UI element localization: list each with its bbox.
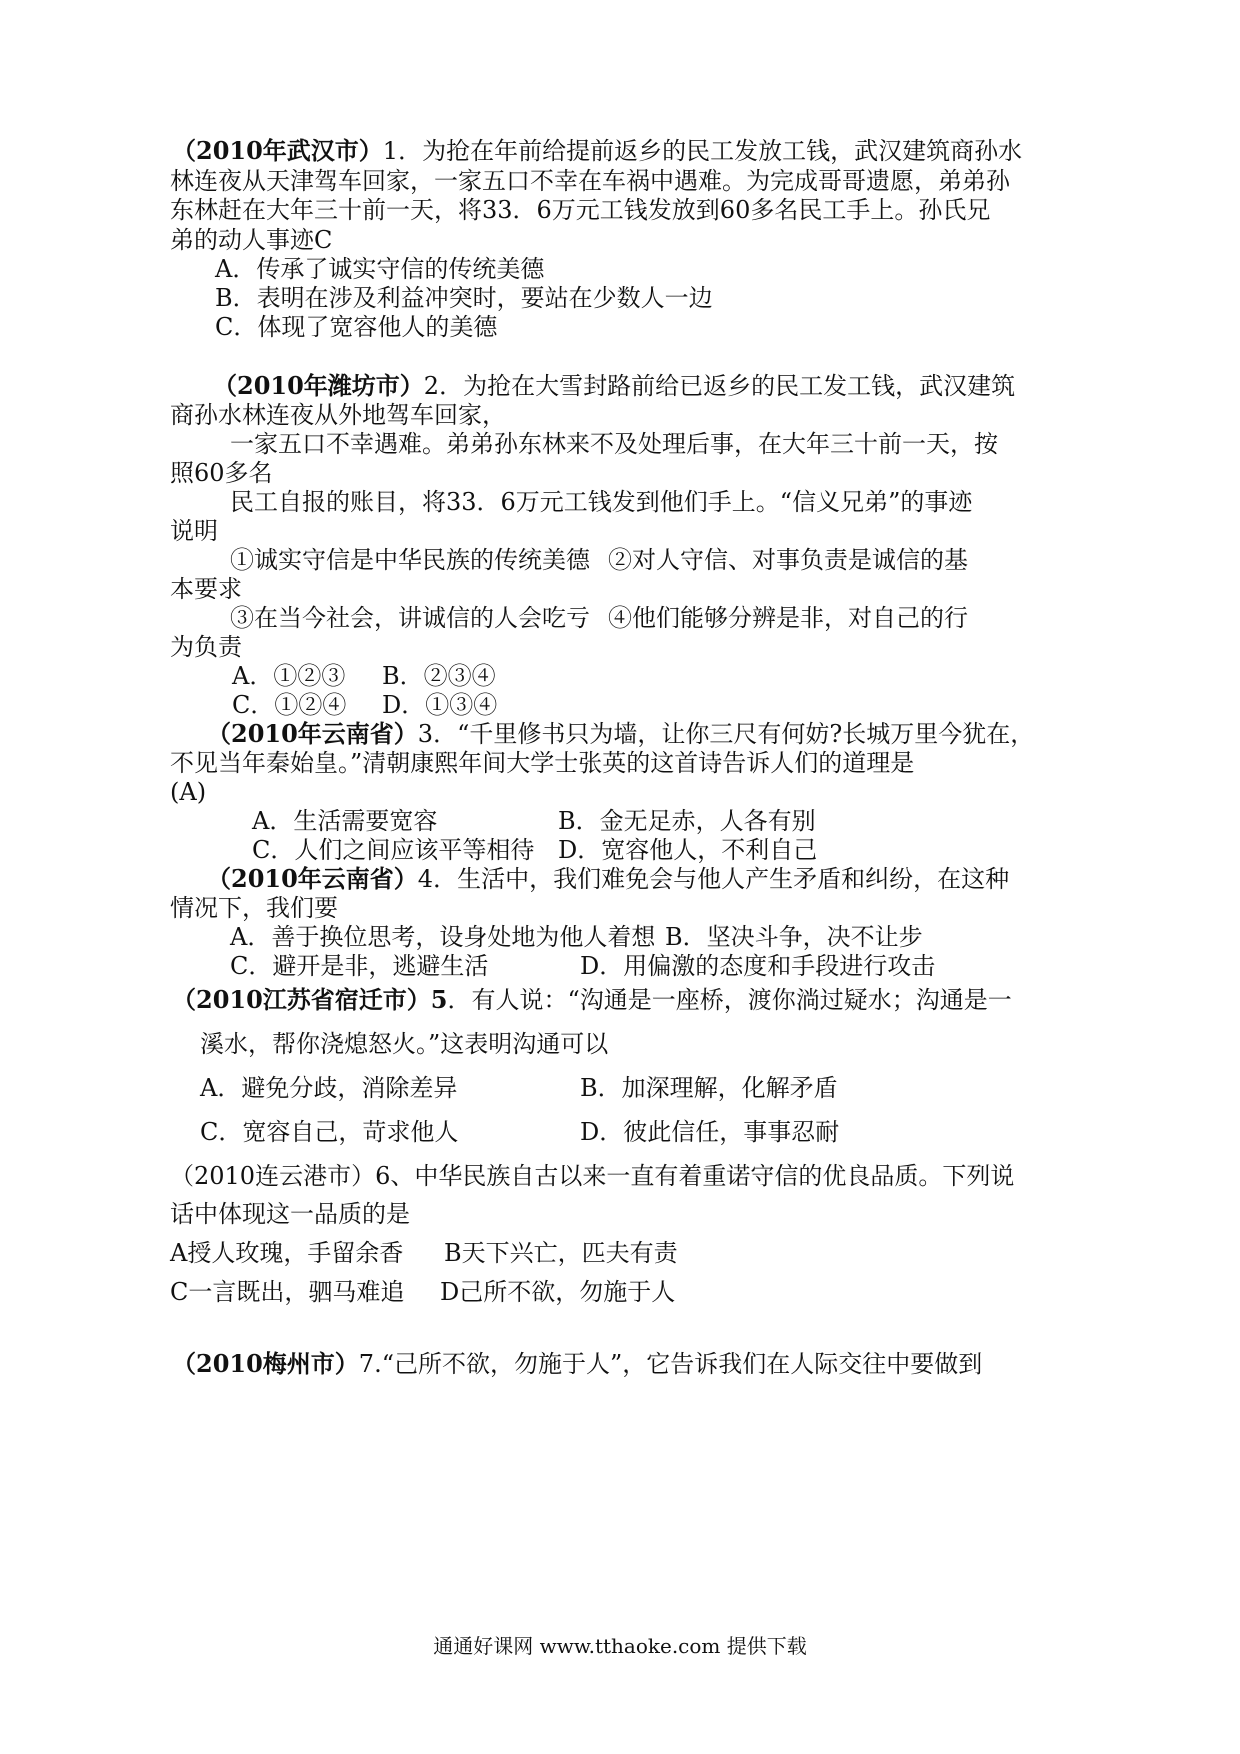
q3-option-d: D．宽容他人，不利自己 [558,836,818,864]
q4-stem-line: 情况下，我们要 [170,894,338,922]
q2-statement-1: ①诚实守信是中华民族的传统美德 [230,546,590,574]
q5-option-d: D．彼此信任，事事忍耐 [580,1118,840,1146]
q1-line-1 [172,135,1022,167]
q7-line-1 [172,1348,982,1380]
q2-stem-line: 本要求 [170,575,242,603]
q6-option-b: B天下兴亡，匹夫有责 [444,1239,678,1267]
q4-line-1 [207,863,1009,895]
q5-number: 5 [430,985,448,1014]
q4-option-a: A．善于换位思考，设身处地为他人着想 [230,923,656,951]
q1-stem-line: 弟的动人事迹C [170,226,333,254]
q3-stem-line: (A) [170,778,207,806]
q4-option-d: D．用偏激的态度和手段进行攻击 [580,952,936,980]
q2-option-d: D．①③④ [382,691,498,719]
q1-stem-1: 1．为抢在年前给提前返乡的民工发放工钱，武汉建筑商孙水 [382,137,1023,165]
q5-option-b: B．加深理解，化解矛盾 [580,1074,838,1102]
q7-stem-1: 7.“己所不欲，勿施于人”，它告诉我们在人际交往中要做到 [358,1350,983,1378]
q6-option-c: C一言既出，驷马难追 [170,1278,405,1306]
q3-option-b: B．金无足赤，人各有别 [558,807,816,835]
q3-option-c: C．人们之间应该平等相待 [252,836,535,864]
q2-source: （2010年潍坊市） [213,371,424,400]
q2-stem-line: 一家五口不幸遇难。弟弟孙东林来不及处理后事，在大年三十前一天，按 [230,430,998,458]
q6-option-a: A授人玫瑰，手留余香 [170,1239,404,1267]
page-footer: 通通好课网 www.tthaoke.com 提供下载 [433,1634,807,1658]
q1-stem-line: 东林赶在大年三十前一天，将33．6万元工钱发放到60多名民工手上。孙氏兄 [170,196,991,224]
q5-option-c: C．宽容自己，苛求他人 [200,1118,459,1146]
q1-option-c: C．体现了宽容他人的美德 [215,313,498,341]
q6-stem-1: 6、中华民族自古以来一直有着重诺守信的优良品质。下列说 [375,1162,1015,1190]
q2-stem-line: 商孙水林连夜从外地驾车回家， [170,401,506,429]
q3-stem-line: 不见当年秦始皇。”清朝康熙年间大学士张英的这首诗告诉人们的道理是 [170,749,915,777]
q2-stem-1: 2．为抢在大雪封路前给已返乡的民工发工钱，武汉建筑 [423,372,1016,400]
q1-source: （2010年武汉市） [172,136,383,165]
q4-source: （2010年云南省） [207,864,418,893]
q6-stem-line: 话中体现这一品质的是 [170,1200,410,1228]
q2-option-b: B．②③④ [382,662,496,690]
q3-option-a: A．生活需要宽容 [252,807,438,835]
q4-option-b: B．坚决斗争，决不让步 [665,923,923,951]
q5-stem-1: ．有人说：“沟通是一座桥，渡你淌过疑水；沟通是一 [447,986,1012,1014]
q2-stem-line: 民工自报的账目，将33．6万元工钱发到他们手上。“信义兄弟”的事迹 [230,488,973,516]
q1-option-a: A．传承了诚实守信的传统美德 [215,255,545,283]
q2-option-a: A．①②③ [232,662,346,690]
q1-option-b: B．表明在涉及利益冲突时，要站在少数人一边 [215,284,713,312]
q1-stem-line: 林连夜从天津驾车回家，一家五口不幸在车祸中遇难。为完成哥哥遗愿，弟弟孙 [170,167,1010,195]
q4-stem-1: 4．生活中，我们难免会与他人产生矛盾和纠纷，在这种 [417,865,1010,893]
q5-line-1 [172,984,1012,1016]
q5-stem-line: 溪水，帮你浇熄怒火。”这表明沟通可以 [200,1030,609,1058]
q2-stem-line: 照60多名 [170,459,273,487]
q2-statement-2: ②对人守信、对事负责是诚信的基 [608,546,968,574]
q4-option-c: C．避开是非，逃避生活 [230,952,489,980]
q6-source: （2010连云港市） [170,1162,376,1190]
q2-stem-line: 为负责 [170,633,242,661]
q2-option-c: C．①②④ [232,691,347,719]
q7-source: （2010梅州市） [172,1349,359,1378]
q6-line-1 [170,1160,1014,1192]
q2-statement-4: ④他们能够分辨是非，对自己的行 [608,604,968,632]
q2-stem-line: 说明 [170,517,218,545]
q3-stem-1: 3．“千里修书只为墙，让你三尺有何妨?长城万里今犹在， [417,720,1035,748]
q6-option-d: D己所不欲，勿施于人 [440,1278,676,1306]
q2-line-1 [213,370,1015,402]
q3-line-1 [207,718,1034,750]
q5-source: （2010江苏省宿迁市） [172,985,431,1014]
q5-option-a: A．避免分歧，消除差异 [200,1074,458,1102]
q3-source: （2010年云南省） [207,719,418,748]
q2-statement-3: ③在当今社会，讲诚信的人会吃亏 [230,604,590,632]
